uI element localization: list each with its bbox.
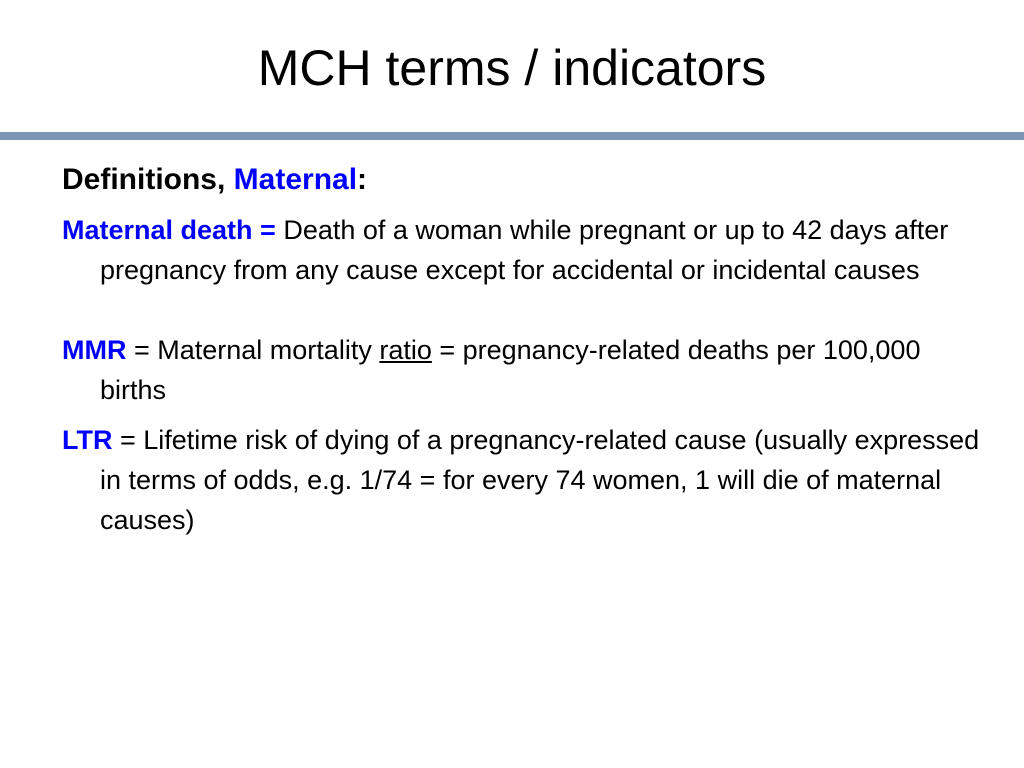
definition-ltr	[62, 420, 982, 540]
heading-highlight: Maternal	[233, 163, 358, 196]
title-divider	[0, 132, 1024, 140]
term-mmr: MMR	[62, 335, 127, 365]
heading-prefix: Definitions,	[62, 163, 234, 196]
term-ltr: LTR	[62, 425, 113, 455]
definition-text: = pregnancy-related deaths per 100,000 births	[100, 335, 921, 405]
slide-title: MCH terms / indicators	[257, 40, 767, 96]
definitions-heading	[62, 160, 982, 200]
definition-mmr	[62, 330, 982, 410]
underlined-ratio: ratio	[379, 335, 432, 365]
definition-text: Death of a woman while pregnant or up to 42 days after pregnancy from any cause except for accidental or incidental causes	[100, 215, 949, 285]
definition-text: = Maternal mortality	[126, 335, 380, 365]
slide-content	[62, 160, 982, 540]
heading-suffix: :	[357, 163, 368, 196]
term-maternal-death: Maternal death =	[62, 215, 284, 245]
definition-maternal-death	[62, 210, 982, 290]
definition-text: = Lifetime risk of dying of a pregnancy-related cause (usually expressed in terms of odds, e.g. 1/74 = for every 74 women, 1 will die of maternal causes)	[100, 425, 980, 535]
